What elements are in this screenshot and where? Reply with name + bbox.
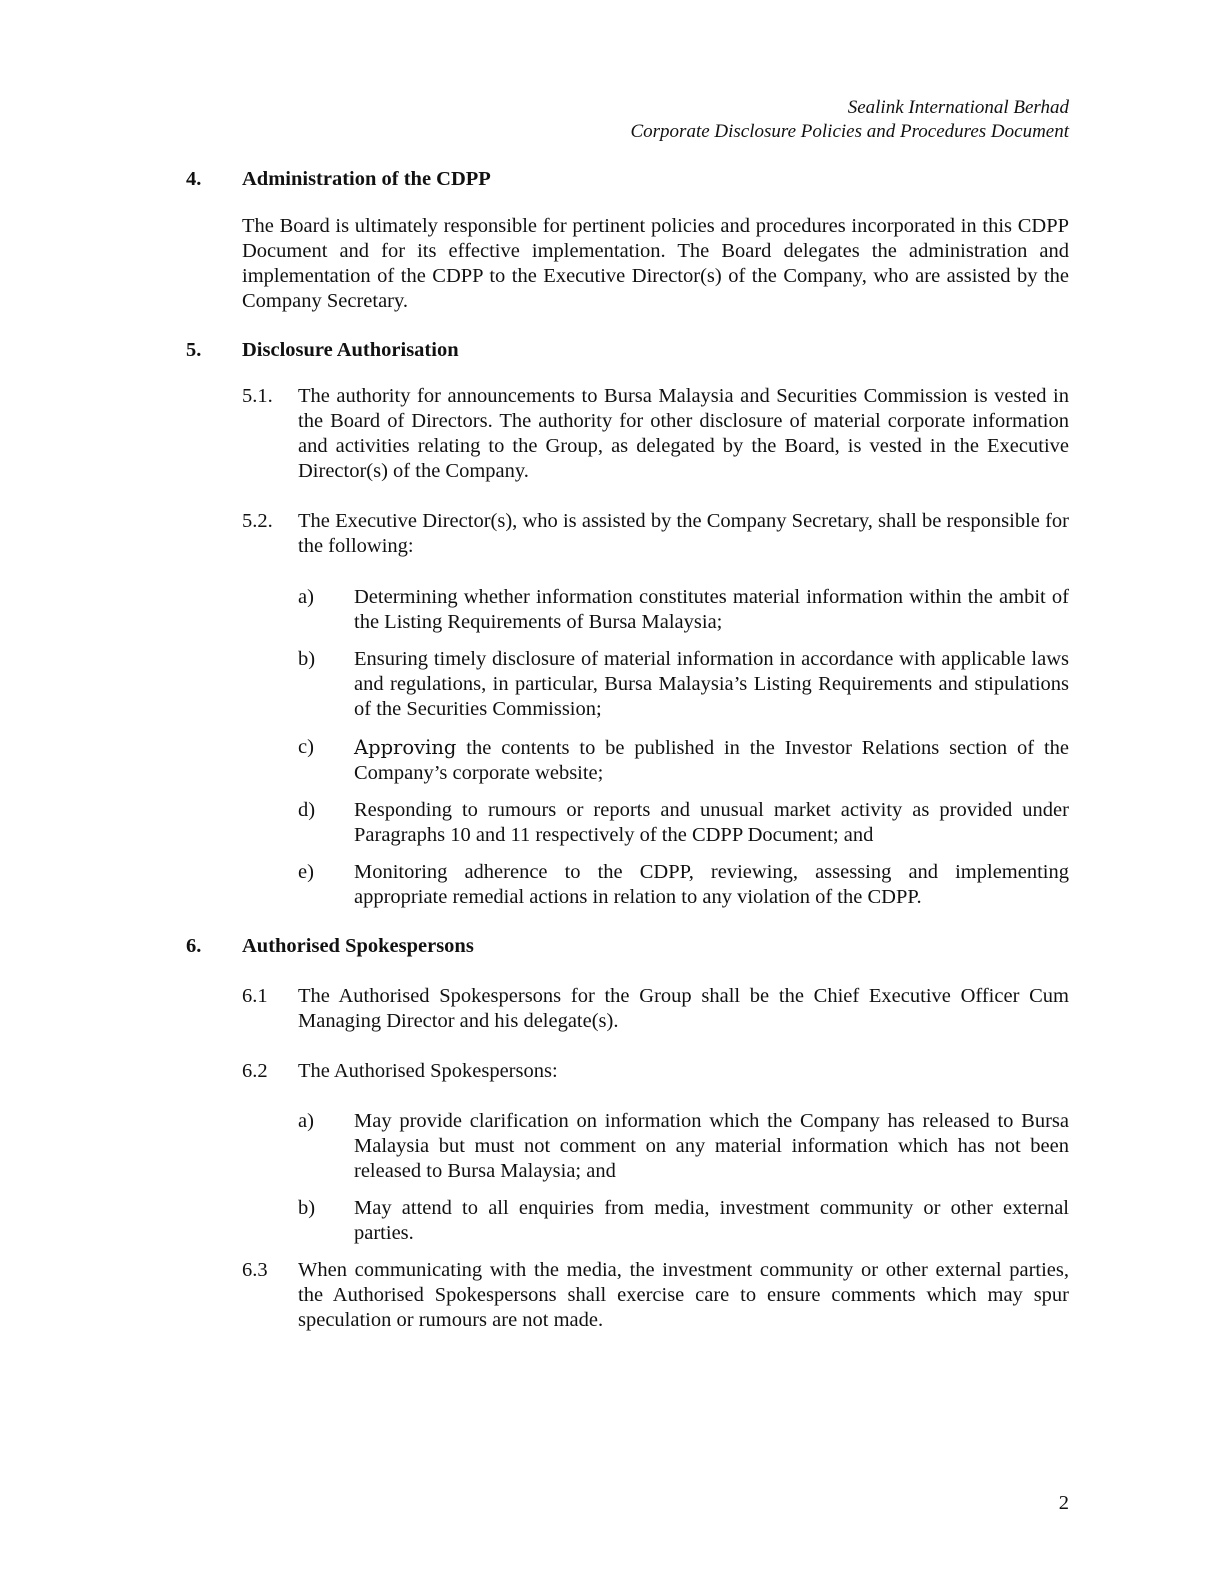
clause-6-2-a	[298, 1109, 1069, 1184]
clause-number: 6.1	[242, 985, 268, 1007]
clause-text: The Authorised Spokespersons:	[298, 1060, 558, 1082]
clause-number: 6.2	[242, 1060, 268, 1082]
clause-5-2-c	[298, 735, 1069, 786]
section-title: Administration of the CDPP	[242, 168, 491, 190]
clause-text: When communicating with the media, the investment community or other external parties, the Authorised Spokespersons shall exercise care to ensure comments which may spur speculation or rumours are not made.	[298, 1259, 1069, 1331]
item-text: May attend to all enquiries from media, investment community or other external parties.	[354, 1197, 1069, 1244]
item-letter: a)	[298, 586, 314, 608]
item-text: May provide clarification on information which the Company has released to Bursa Malaysia but must not comment on any material information which has not been released to Bursa Malaysia; and	[354, 1110, 1069, 1182]
clause-number: 5.2.	[242, 510, 273, 532]
item-letter: b)	[298, 1197, 316, 1219]
item-text	[354, 735, 1069, 786]
clause-5-2	[242, 509, 1069, 559]
clause-text: The Authorised Spokespersons for the Group shall be the Chief Executive Officer Cum Managing Director and his delegate(s).	[298, 985, 1069, 1032]
section-number: 5.	[186, 339, 202, 361]
item-lead-word: Approving	[354, 736, 457, 759]
clause-5-2-d	[298, 798, 1069, 848]
clause-text: The Executive Director(s), who is assisted by the Company Secretary, shall be responsible for the following:	[298, 510, 1069, 557]
header-document-title: Corporate Disclosure Policies and Procedures Document	[630, 121, 1069, 142]
item-text-rest: the contents to be published in the Investor Relations section of the Company’s corporate website;	[354, 737, 1069, 784]
section-number: 4.	[186, 168, 202, 190]
item-letter: c)	[298, 736, 314, 758]
clause-6-2	[242, 1059, 1069, 1084]
clause-5-2-e	[298, 860, 1069, 910]
clause-5-2-b	[298, 647, 1069, 722]
section-title: Disclosure Authorisation	[242, 339, 459, 361]
section-title: Authorised Spokespersons	[242, 935, 474, 957]
clause-6-1	[242, 984, 1069, 1034]
item-letter: a)	[298, 1110, 314, 1132]
header-company-name: Sealink International Berhad	[847, 97, 1069, 118]
item-text: Determining whether information constitutes material information within the ambit of the Listing Requirements of Bursa Malaysia;	[354, 586, 1069, 633]
clause-number: 6.3	[242, 1259, 268, 1281]
running-header	[630, 96, 1069, 144]
page-number: 2	[1058, 1492, 1069, 1514]
clause-number: 5.1.	[242, 385, 273, 407]
item-letter: e)	[298, 861, 314, 883]
clause-5-2-a	[298, 585, 1069, 635]
item-letter: b)	[298, 648, 316, 670]
item-text: Monitoring adherence to the CDPP, reviewing, assessing and implementing appropriate remedial actions in relation to any violation of the CDPP.	[354, 861, 1069, 908]
item-letter: d)	[298, 799, 316, 821]
clause-6-3	[242, 1258, 1069, 1333]
clause-5-1	[242, 384, 1069, 484]
clause-text: The authority for announcements to Bursa Malaysia and Securities Commission is vested in the Board of Directors. The authority for other disclosure of material corporate information and activities relating to the Group, as delegated by the Board, is vested in the Executive Director(s) of the Company.	[298, 385, 1069, 482]
item-text: Responding to rumours or reports and unusual market activity as provided under Paragraphs 10 and 11 respectively of the CDPP Document; and	[354, 799, 1069, 846]
section-number: 6.	[186, 935, 202, 957]
clause-6-2-b	[298, 1196, 1069, 1246]
item-text: Ensuring timely disclosure of material information in accordance with applicable laws and regulations, in particular, Bursa Malaysia’s Listing Requirements and stipulations of the Securities Commission;	[354, 648, 1069, 720]
section-4-body: The Board is ultimately responsible for pertinent policies and procedures incorporated in this CDPP Document and for its effective implementation. The Board delegates the administration and implementation of the CDPP to the Executive Director(s) of the Company, who are assisted by the Company Secretary.	[242, 215, 1069, 312]
